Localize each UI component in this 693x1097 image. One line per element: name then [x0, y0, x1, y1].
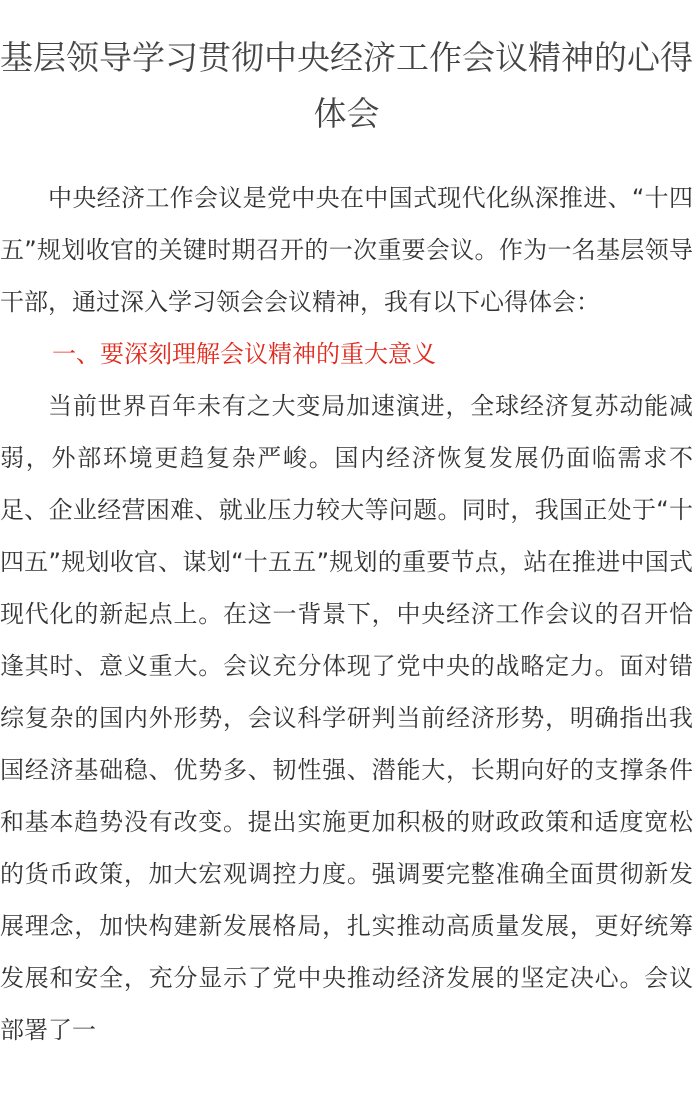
body-paragraph: 当前世界百年未有之大变局加速演进，全球经济复苏动能减弱，外部环境更趋复杂严峻。国内经济恢复发展仍面临需求不足、企业经营困难、就业压力较大等问题。同时，我国正处于“十四五”规划收官、谋划“十五五”规划的重要节点，站在推进中国式现代化的新起点上。在这一背景下，中央经济工作会议的召开恰逢其时、意义重大。会议充分体现了党中央的战略定力。面对错综复杂的国内外形势，会议科学研判当前经济形势，明确指出我国经济基础稳、优势多、韧性强、潜能大，长期向好的支撑条件和基本趋势没有改变。提出实施更加积极的财政政策和适度宽松的货币政策，加大宏观调控力度。强调要完整准确全面贯彻新发展理念，加快构建新发展格局，扎实推动高质量发展，更好统筹发展和安全，充分显示了党中央推动经济发展的坚定决心。会议部署了一 [0, 392, 693, 1044]
document-title: 基层领导学习贯彻中央经济工作会议精神的心得体会 [0, 38, 693, 133]
intro-paragraph: 中央经济工作会议是党中央在中国式现代化纵深推进、“十四五”规划收官的关键时期召开的一次重要会议。作为一名基层领导干部，通过深入学习领会会议精神，我有以下心得体会： [0, 184, 693, 316]
document-body [0, 172, 693, 1056]
section-heading: 一、要深刻理解会议精神的重大意义 [52, 340, 436, 368]
